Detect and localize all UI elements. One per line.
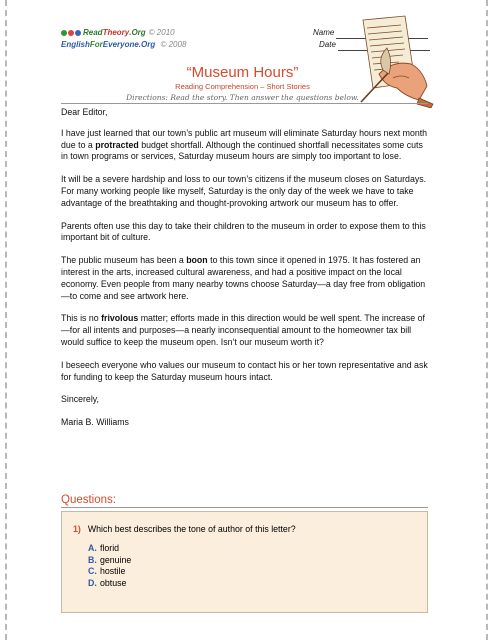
- title-block: [60, 64, 425, 103]
- answer-options: [88, 543, 131, 589]
- paragraph-4: The public museum has been a boon to this town since it opened in 1975. It has fostered an interest in the arts, increased cultural awareness, and had a positive impact on the local economy. Even people from many nearby towns choose Saturday—a day free from obligation—to come and see artwork here.: [61, 255, 426, 301]
- story-title: “Museum Hours”: [186, 64, 299, 81]
- option-a[interactable]: [88, 543, 131, 555]
- englishforeveryone-logo: [61, 39, 186, 51]
- question-1-prompt: [73, 524, 296, 535]
- vocab-protracted: protracted: [95, 139, 139, 150]
- efe-english: English: [61, 40, 90, 49]
- question-text: Which best describes the tone of author of this letter?: [87, 524, 296, 534]
- left-page-edge: [5, 0, 7, 640]
- option-text: hostile: [100, 566, 126, 576]
- paragraph-1: I have just learned that our town’s public art museum will eliminate Saturday hours next month due to a protracted budget shortfall. Although the continued shortfall necessitates some cuts in town programs or services, Saturday museum hours are simply too important to lose.: [61, 127, 428, 162]
- option-b[interactable]: [88, 555, 131, 567]
- directions: Directions: Read the story. Then answer the questions below.: [126, 93, 359, 102]
- signature: Maria B. Williams: [61, 417, 129, 428]
- question-number: 1): [73, 524, 81, 534]
- vocab-frivolous: frivolous: [101, 313, 139, 324]
- letter-body: [61, 107, 431, 440]
- story-subtitle: Reading Comprehension – Short Stories: [175, 82, 310, 91]
- blue-dot-icon: [75, 30, 81, 36]
- efe-everyone: Everyone.Org: [102, 40, 156, 49]
- paragraph-2: It will be a severe hardship and loss to our town’s citizens if the museum closes on Saturdays. For many working people like myself, Saturday is the only day of the week we have to take advantage of the breathtaking and thought-provoking artwork our museum has to offer.: [61, 174, 427, 208]
- question-1-box: [61, 511, 428, 613]
- paragraph-5: This is no frivolous matter; efforts made in this direction would be well spent. The increase of—for all intents and purposes—a nearly inconsequential amount to the homeowner tax bill would suffice to keep the museum open. Isn’t our museum worth it?: [61, 313, 425, 347]
- option-letter: B.: [88, 554, 97, 565]
- option-letter: A.: [88, 543, 97, 553]
- title-divider: [61, 103, 428, 104]
- option-letter: C.: [88, 566, 97, 576]
- logo-read: Read: [83, 28, 103, 37]
- green-dot-icon: [61, 30, 67, 36]
- red-dot-icon: [68, 30, 74, 36]
- paragraph-3: Parents often use this day to take their children to the museum in order to expose them to this important bit of culture.: [61, 220, 426, 243]
- vocab-boon: boon: [186, 255, 208, 266]
- questions-heading: Questions:: [61, 494, 116, 506]
- option-d[interactable]: [88, 578, 131, 590]
- logo-copyright: © 2010: [148, 28, 175, 37]
- option-c[interactable]: [88, 566, 131, 578]
- option-text: florid: [100, 543, 120, 553]
- logo-org: .Org: [129, 28, 146, 37]
- option-letter: D.: [88, 577, 97, 588]
- option-text: genuine: [100, 554, 132, 565]
- right-page-edge: [486, 0, 488, 640]
- closing: Sincerely,: [61, 394, 99, 405]
- logo-theory: Theory: [102, 28, 130, 37]
- efe-for: For: [89, 40, 103, 49]
- name-label: Name: [313, 28, 335, 37]
- paragraph-6: I beseech everyone who values our museum to contact his or her town representative and ask for funding to keep the Saturday museum hours intact.: [61, 359, 428, 382]
- date-label: Date: [319, 40, 336, 49]
- readtheory-logo: [61, 27, 186, 39]
- salutation: Dear Editor,: [61, 107, 108, 117]
- efe-copyright: © 2008: [160, 40, 187, 49]
- publisher-header: [61, 27, 186, 51]
- questions-divider: [61, 507, 428, 508]
- option-text: obtuse: [100, 577, 127, 588]
